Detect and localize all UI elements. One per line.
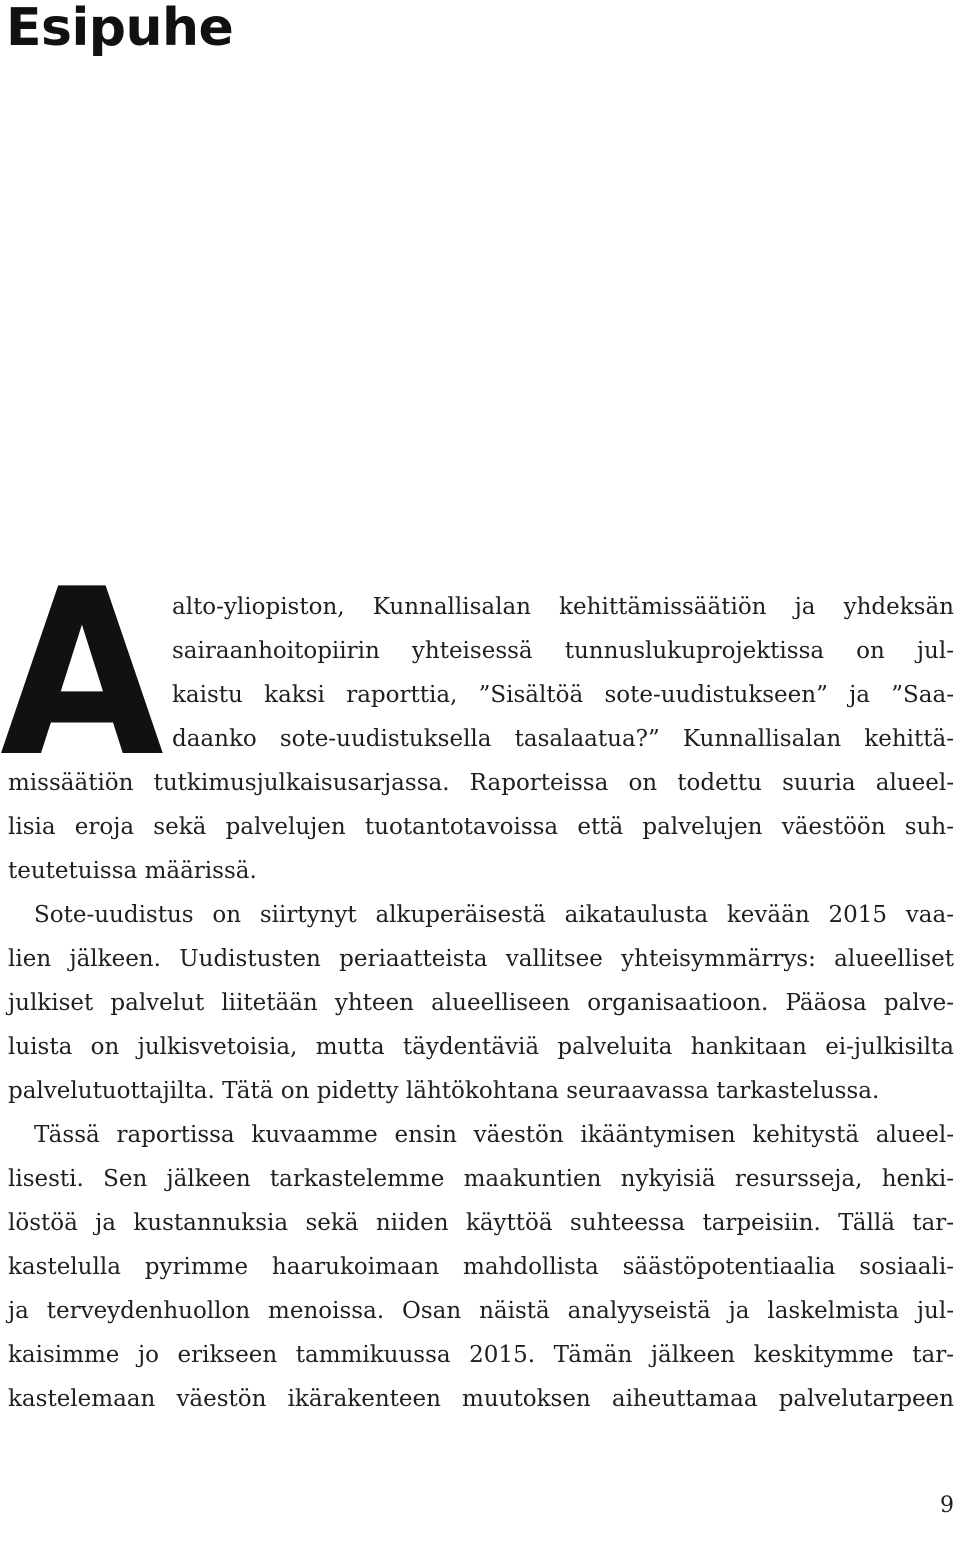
text-line: alto-yliopiston, Kunnallisalan kehittämissäätiön ja yhdeksän [172, 594, 954, 620]
text-line: kastelemaan väestön ikärakenteen muutoksen aiheuttamaa palvelutarpeen [8, 1386, 954, 1412]
drop-cap: A [0, 541, 164, 808]
text-line: ja terveydenhuollon menoissa. Osan näistä analyyseistä ja laskelmista jul- [8, 1298, 954, 1324]
text-line: missäätiön tutkimusjulkaisusarjassa. Raporteissa on todettu suuria alueel- [8, 770, 954, 796]
text-line: daanko sote-uudistuksella tasalaatua?” Kunnallisalan kehittä- [172, 726, 954, 752]
text-line: Tässä raportissa kuvaamme ensin väestön ikääntymisen kehitystä alueel- [34, 1122, 954, 1148]
text-line: kaisimme jo erikseen tammikuussa 2015. Tämän jälkeen keskitymme tar- [8, 1342, 954, 1368]
text-line: lisia eroja sekä palvelujen tuotantotavoissa että palvelujen väestöön suh- [8, 814, 954, 840]
page-title: Esipuhe [6, 0, 234, 58]
text-line: löstöä ja kustannuksia sekä niiden käyttöä suhteessa tarpeisiin. Tällä tar- [8, 1210, 954, 1236]
text-line: Sote-uudistus on siirtynyt alkuperäisestä aikataulusta kevään 2015 vaa- [34, 902, 954, 928]
text-line: palvelutuottajilta. Tätä on pidetty lähtökohtana seuraavassa tarkastelussa. [8, 1078, 880, 1104]
text-line: sairaanhoitopiirin yhteisessä tunnuslukuprojektissa on jul- [172, 638, 954, 664]
text-line: teutetuissa määrissä. [8, 858, 257, 884]
text-line: kastelulla pyrimme haarukoimaan mahdollista säästöpotentiaalia sosiaali- [8, 1254, 954, 1280]
text-line: julkiset palvelut liitetään yhteen alueelliseen organisaatioon. Pääosa palve- [8, 990, 954, 1016]
text-line: lien jälkeen. Uudistusten periaatteista vallitsee yhteisymmärrys: alueelliset [8, 946, 954, 972]
text-line: luista on julkisvetoisia, mutta täydentäviä palveluita hankitaan ei-julkisilta [8, 1034, 954, 1060]
text-line: lisesti. Sen jälkeen tarkastelemme maakuntien nykyisiä resursseja, henki- [8, 1166, 954, 1192]
text-line: kaistu kaksi raporttia, ”Sisältöä sote-uudistukseen” ja ”Saa- [172, 682, 954, 708]
page-number: 9 [940, 1493, 954, 1518]
